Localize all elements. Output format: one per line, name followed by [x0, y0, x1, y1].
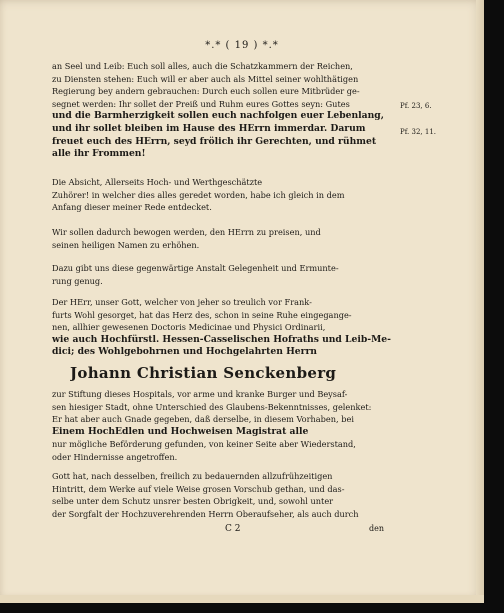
text-line: freuet euch des HErrn, seyd frölich ihr Gerechten, und rühmet [52, 135, 377, 147]
paragraph-2 [52, 176, 394, 214]
paragraph-5 [52, 296, 394, 359]
text-line: alle ihr Frommen! [52, 148, 146, 160]
text-line: Die Absicht, Allerseits Hoch- und Werthgeschätzte [52, 177, 263, 187]
text-line: Gott hat, nach desselben, freilich zu bedauernden allzufrühzeitigen [52, 471, 333, 481]
name-heading [70, 364, 390, 382]
text-line: und die Barmherzigkeit sollen euch nachfolgen euer Lebenlang, [52, 110, 384, 122]
text-line: sen hiesiger Stadt, ohne Unterschied des Glaubens-Bekenntnisses, gelenket: [52, 401, 372, 412]
text-line: zu Diensten stehen: Euch will er aber auch als Mittel seiner wohlthätigen [52, 73, 359, 84]
text-line: seinen heiligen Namen zu erhöhen. [52, 239, 200, 250]
text-line: furts Wohl gesorget, hat das Herz des, schon in seine Ruhe eingegange- [52, 309, 352, 320]
text-line: rung genug. [52, 275, 103, 286]
text-line: Anfang dieser meiner Rede entdecket. [52, 202, 212, 213]
paragraph-7 [52, 470, 394, 520]
page-header: *.* ( 19 ) *.* [205, 40, 279, 51]
signature-mark: C 2 [225, 524, 241, 534]
text-line: Zuhörer! in welcher dies alles geredet worden, habe ich gleich in dem [52, 189, 345, 200]
text-line: segnet werden: Ihr sollet der Preiß und Ruhm eures Gottes seyn: Gutes [52, 98, 350, 109]
paragraph-3 [52, 226, 394, 251]
catchword: den [369, 524, 385, 533]
name-heading-text: Johann Christian Senckenberg [70, 364, 337, 382]
text-line: Dazu gibt uns diese gegenwärtige Anstalt Gelegenheit und Ermunte- [52, 263, 339, 273]
text-line: an Seel und Leib: Euch soll alles, auch die Schatzkammern der Reichen, [52, 61, 353, 71]
paragraph-6 [52, 388, 394, 464]
paragraph-4 [52, 262, 394, 287]
text-line: und ihr sollet bleiben im Hause des HErrn immerdar. Darum [52, 122, 366, 134]
text-line: Hintritt, dem Werke auf viele Weise grosen Vorschub gethan, und das- [52, 483, 345, 494]
margin-note: Pf. 32, 11. [400, 128, 436, 136]
text-line: wie auch Hochfürstl. Hessen-Casselischen Hofraths und Leib-Me- [52, 333, 391, 345]
text-line: Einem HochEdlen und Hochweisen Magistrat alle [52, 425, 309, 437]
text-line: Der HErr, unser Gott, welcher von jeher so treulich vor Frank- [52, 297, 312, 307]
text-line: Wir sollen dadurch bewogen werden, den HErrn zu preisen, und [52, 227, 321, 237]
text-line: zur Stiftung dieses Hospitals, vor arme und kranke Burger und Beysaf- [52, 389, 348, 399]
text-line: selbe unter dem Schutz unsrer besten Obrigkeit, und, sowohl unter [52, 496, 334, 507]
page-edge [476, 0, 484, 603]
paragraph-1 [52, 60, 394, 161]
margin-note: Pf. 23, 6. [400, 102, 432, 110]
text-line: nen, allhier gewesenen Doctoris Medicinae und Physici Ordinarii, [52, 322, 326, 333]
text-line: Regierung bey andern gebrauchen: Durch euch sollen eure Mitbrüder ge- [52, 86, 360, 97]
text-line: nur mögliche Beförderung gefunden, von keiner Seite aber Wiederstand, [52, 439, 356, 450]
text-line: Er hat aber auch Gnade gegeben, daß derselbe, in diesem Vorhaben, bei [52, 414, 354, 425]
text-line: oder Hindernisse angetroffen. [52, 451, 178, 462]
text-line: der Sorgfalt der Hochzuverehrenden Herrn Oberaufseher, als auch durch [52, 508, 359, 519]
text-line: dici; des Wohlgebohrnen und Hochgelahrten Herrn [52, 346, 317, 358]
